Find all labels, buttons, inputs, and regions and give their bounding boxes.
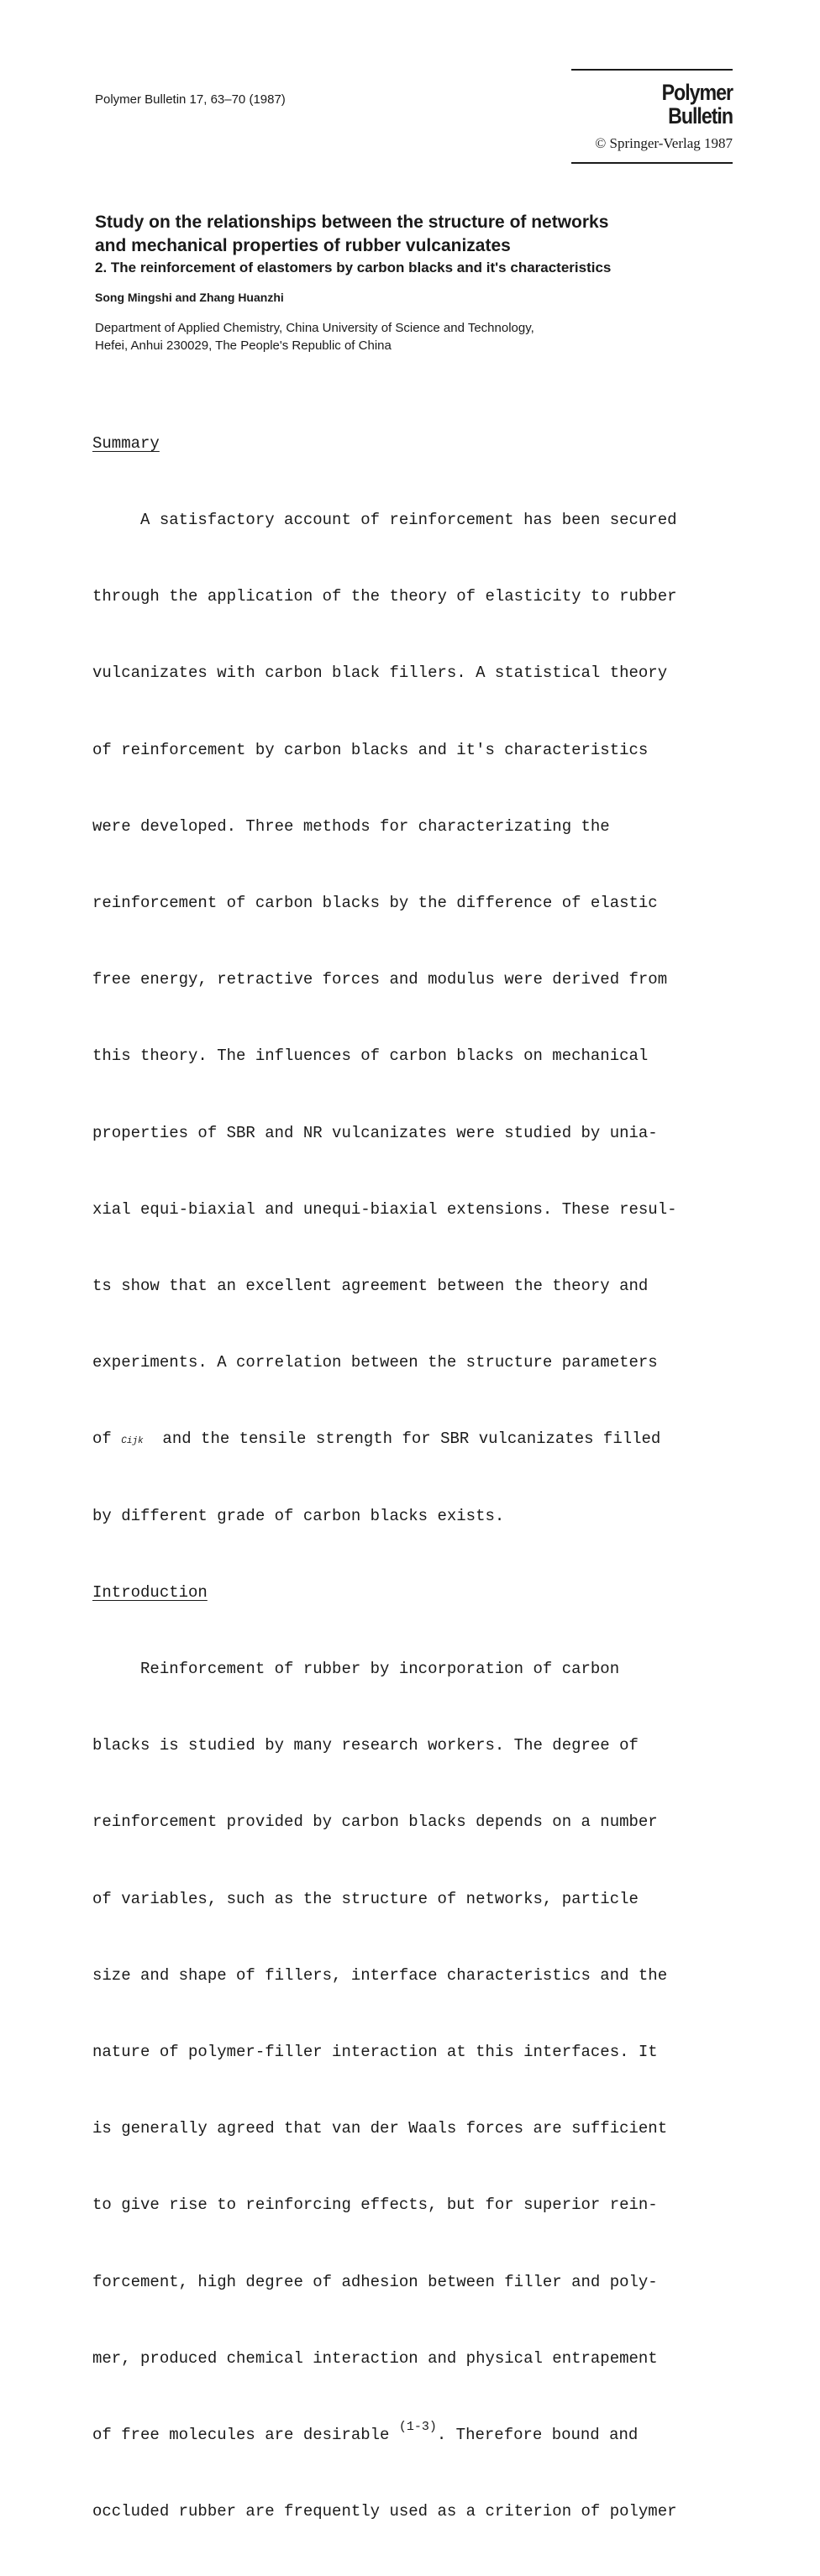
summary-line: experiments. A correlation between the structure parameters xyxy=(92,1353,658,1372)
introduction-line: mer, produced chemical interaction and physical entrapement xyxy=(92,2348,658,2368)
reference-citation: (1-3) xyxy=(398,2420,437,2435)
summary-line: were developed. Three methods for characterizating the xyxy=(92,816,610,836)
copyright-notice: © Springer-Verlag 1987 xyxy=(595,135,733,151)
introduction-line: blacks is studied by many research workers. The degree of xyxy=(92,1736,639,1755)
introduction-line: occluded rubber are frequently used as a criterion of polymer xyxy=(92,2502,677,2521)
author-affiliation xyxy=(95,319,534,354)
masthead-bottom-rule xyxy=(571,162,733,164)
summary-line: this theory. The influences of carbon blacks on mechanical xyxy=(92,1047,649,1066)
author-list: Song Mingshi and Zhang Huanzhi xyxy=(95,291,284,304)
introduction-line: Reinforcement of rubber by incorporation of carbon xyxy=(92,1660,620,1679)
introduction-line: size and shape of fillers, interface characteristics and the xyxy=(92,1965,668,1985)
summary-line: of reinforcement by carbon blacks and it's characteristics xyxy=(92,740,649,759)
introduction-line: of variables, such as the structure of networks, particle xyxy=(92,1889,639,1908)
masthead-top-rule xyxy=(571,69,733,71)
introduction-line: forcement, high degree of adhesion between filler and poly- xyxy=(92,2272,658,2291)
introduction-line: is generally agreed that van der Waals forces are sufficient xyxy=(92,2119,668,2138)
summary-line: by different grade of carbon blacks exists. xyxy=(92,1506,505,1525)
title-line: and mechanical properties of rubber vulcanizates xyxy=(95,236,511,255)
affiliation-line: Department of Applied Chemistry, China University of Science and Technology, xyxy=(95,321,534,335)
summary-line xyxy=(92,1426,677,1451)
summary-line: free energy, retractive forces and modulus were derived from xyxy=(92,970,668,989)
summary-line: properties of SBR and NR vulcanizates were studied by unia- xyxy=(92,1123,658,1142)
summary-line: A satisfactory account of reinforcement has been secured xyxy=(92,511,677,530)
introduction-line: nature of polymer-filler interaction at this interfaces. It xyxy=(92,2043,658,2062)
summary-line: through the application of the theory of elasticity to rubber xyxy=(92,587,677,606)
title-line: Study on the relationships between the structure of networks xyxy=(95,212,609,232)
summary-line: xial equi-biaxial and unequi-biaxial extensions. These resul- xyxy=(92,1199,677,1219)
journal-masthead xyxy=(571,69,733,164)
introduction-line: reinforcement provided by carbon blacks depends on a number xyxy=(92,1813,658,1832)
journal-name: Polymer Bulletin xyxy=(661,80,733,129)
summary-heading: Summary xyxy=(92,433,160,453)
body-text xyxy=(92,380,677,2576)
summary-line-prefix: of xyxy=(92,1430,122,1449)
article-title xyxy=(95,211,767,258)
structure-parameter-symbol: Cijk xyxy=(121,1436,144,1447)
summary-line: ts show that an excellent agreement between the theory and xyxy=(92,1277,649,1296)
introduction-line: to give rise to reinforcing effects, but for superior rein- xyxy=(92,2196,658,2215)
introduction-line xyxy=(92,2422,677,2447)
journal-citation: Polymer Bulletin 17, 63–70 (1987) xyxy=(95,92,286,107)
summary-line: reinforcement of carbon blacks by the difference of elastic xyxy=(92,894,658,913)
introduction-line-prefix: of free molecules are desirable xyxy=(92,2426,399,2445)
introduction-heading: Introduction xyxy=(92,1582,208,1602)
summary-line: vulcanizates with carbon black fillers. A statistical theory xyxy=(92,664,668,683)
introduction-line-suffix: . Therefore bound and xyxy=(436,2426,639,2445)
article-subtitle: 2. The reinforcement of elastomers by carbon blacks and it's characteristics xyxy=(95,260,612,275)
summary-line-suffix: and the tensile strength for SBR vulcanizates filled xyxy=(143,1430,661,1449)
affiliation-line: Hefei, Anhui 230029, The People's Republic of China xyxy=(95,338,392,353)
